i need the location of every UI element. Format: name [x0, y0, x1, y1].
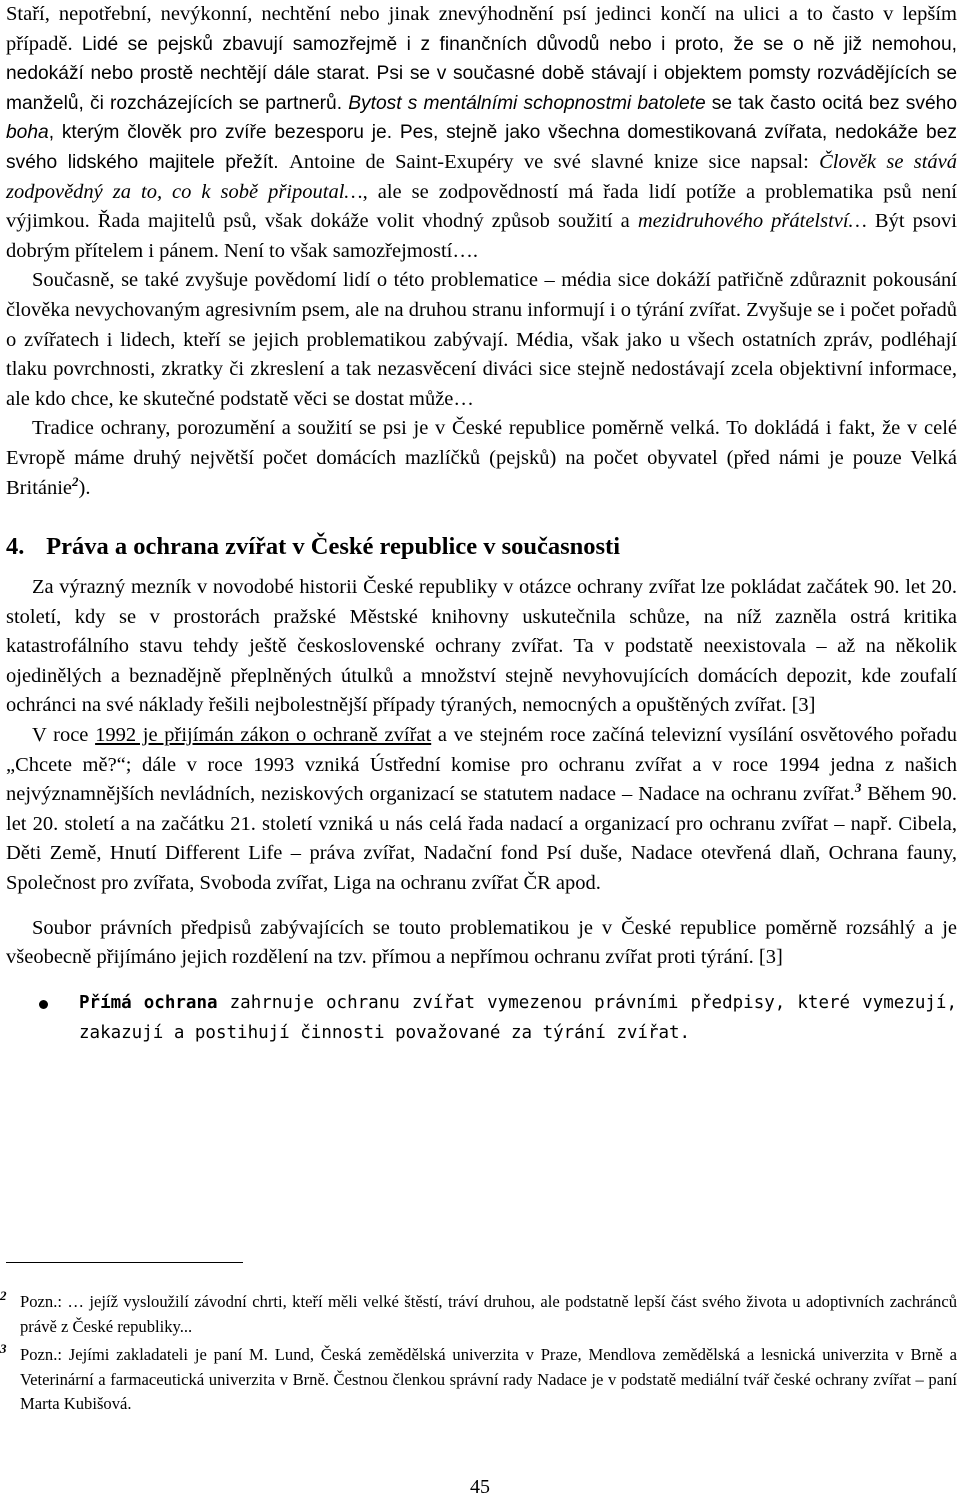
paragraph-strays: [6, 0, 957, 266]
text-run: a ve stejném roce začíná televizní vysílání osvětového pořadu „Chcete mě?“; dále v roce 1993 vzniká Ústřední komise pro ochranu zvířat a v roce 1994 jedna z našich nejvýznamnějších nevládních, neziskových organizací se statutem nadace – Nadace na ochranu zvířat.: [6, 724, 957, 806]
quote-italic: Člověk se stává zodpovědný za to, co k sobě připoutal…: [6, 150, 957, 203]
footnote-ref[interactable]: 2: [72, 473, 79, 489]
paragraph-gap: [6, 899, 957, 914]
text-run: zahrnuje ochranu zvířat vymezenou právními předpisy, které vymezují, zakazují a postihují činnosti považované za týrání zvířat.: [79, 992, 957, 1044]
section-heading: [6, 531, 957, 563]
footnote-mark: 3: [0, 1341, 7, 1356]
document-page: [6, 0, 957, 1049]
text-run: Tradice ochrany, porozumění a soužití se psi je v České republice poměrně velká. To dokládá i fakt, že v celé Evropě máme druhý největší počet domácích mazlíčků (pejsků) na počet obyvatel (před námi je pouze Velká Británie: [6, 417, 957, 499]
text-run: Současně, se také zvyšuje povědomí lidí o této problematice – média sice dokáží patřičně zdůraznit pokousání člověka nevychovaným agresivním psem, ale na druhou stranu informují i o týrání zvířat. Zvyšuje se i počet pořadů o zvířatech i lidech, kteří se jejich problematikou zabývají. Média, však jako u všech ostatních zpráv, podléhají tlaku povrchnosti, zkratky či zkreslení a tak nezasvěcení diváci sice stejně nedostávají zcela objektivní informace, ale kdo chce, ke skutečné podstatě věci se dostat může…: [6, 269, 957, 410]
text-run: Lidé se pejsků zbavují samozřejmě i z finančních důvodů nebo i proto, že se o ně již nemohou, nedokáží nebo prostě nechtějí dále starat. Psi se v současné době stávají i objektem pomsty rozvádějících se manželů, či rozcházejících se partnerů.: [6, 33, 957, 114]
paragraph-gap: [6, 973, 957, 988]
text-run: Antoine de Saint-Exupéry ve své slavné knize sice napsal:: [289, 150, 820, 173]
bullet-icon: [39, 1000, 48, 1009]
footnote-2: [0, 1288, 957, 1339]
paragraph-media: [6, 266, 957, 414]
text-run: V roce: [32, 724, 96, 747]
footnote-separator: [6, 1262, 243, 1263]
section-number: 4.: [6, 533, 25, 561]
italic-run: mezidruhového přátelství…: [637, 210, 867, 233]
text-run: Během 90. let 20. století a na začátku 21. století vzniká u nás celá řada nadací a organizací pro ochranu zvířat – např. Cibela, Děti Země, Hnutí Different Life – práva zvířat, Nadační fond Psí duše, Nadace otevřená dlaň, Ochrana fauny, Společnost pro zvířata, Svoboda zvířat, Liga na ochranu zvířat ČR apod.: [6, 783, 957, 895]
text-run: se tak často ocitá bez svého: [705, 92, 958, 114]
text-run: Staří, nepotřební, nevýkonní, nechtění nebo jinak znevýhodnění psí jedinci končí na ulici a to často v lepším případě.: [6, 3, 957, 55]
text-run: , kterým člověk pro zvíře bezesporu je. Pes, stejně jako všechna domestikovaná zvířata, nedokáže bez svého lidského majitele přežít.: [6, 122, 957, 173]
footnote-3: [0, 1341, 957, 1417]
paragraph-milestone: [6, 573, 957, 721]
text-run: Soubor právních předpisů zabývajících se touto problematikou je v České republice poměrně rozsáhlý a je všeobecně přijímáno jejich rozdělení na tzv. přímou a nepřímou ochranu zvířat proti týrání. [3]: [6, 916, 957, 969]
section-title: Práva a ochrana zvířat v České republice v současnosti: [46, 533, 621, 561]
footnote-ref[interactable]: 3: [854, 780, 862, 796]
paragraph-tradition: [6, 414, 957, 503]
footnote-text: Pozn.: Jejími zakladateli je paní M. Lund, Česká zemědělská univerzita v Praze, Mendlova zemědělská a lesnická univerzita v Brně a Veterinární a farmaceutická univerzita v Brně. Čestnou členkou správní rady Nadace je v podstatě mediální tvář české ochrany zvířat – paní Marta Kubišová.: [20, 1345, 957, 1413]
italic-run: Bytost s mentálními schopnostmi batolete: [348, 92, 706, 114]
paragraph-legal: [6, 914, 957, 973]
footnotes: [0, 1288, 957, 1421]
text-run: Být psovi dobrým přítelem i pánem. Není to však samozřejmostí….: [6, 210, 957, 262]
footnote-mark: 2: [0, 1288, 7, 1303]
text-run: , ale se zodpovědností má řada lidí potíže a problematika psů není výjimkou. Řada majitelů psů, však dokáže volit vhodný způsob soužití a: [6, 180, 958, 233]
footnote-text: Pozn.: … jejíž vysloužilí závodní chrti, kteří měli velké štěstí, tráví druhou, ale podstatně lepší část svého života u adoptivních zachránců právě z České republiky...: [20, 1292, 957, 1336]
bullet-list: [6, 988, 957, 1049]
text-run: ).: [78, 476, 91, 499]
page-number: 45: [470, 1476, 490, 1498]
text-run: Za výrazný mezník v novodobé historii České republiky v otázce ochrany zvířat lze pokládat začátek 90. let 20. století, kdy se v prostorách pražské Městské knihovny uskutečnila schůze, na níž zazněla ostrá kritika katastrofálního stavu tehdy ještě československé ochrany zvířat. Ta v podstatě neexistovala – až na několik ojedinělých a beznadějně přeplněných útulků a množství stejně nevyhovujících domácích depozit, kde zoufalí ochránci na své náklady řešili nejbolestnější případy týraných, nemocných a opuštěných zvířat. [3]: [6, 576, 957, 717]
paragraph-1992: [6, 721, 957, 899]
underlined-run: 1992 je přijímán zákon o ochraně zvířat: [95, 724, 432, 747]
bold-run: Přímá ochrana: [79, 992, 218, 1013]
italic-run: boha: [6, 122, 49, 144]
list-item: [6, 988, 957, 1049]
